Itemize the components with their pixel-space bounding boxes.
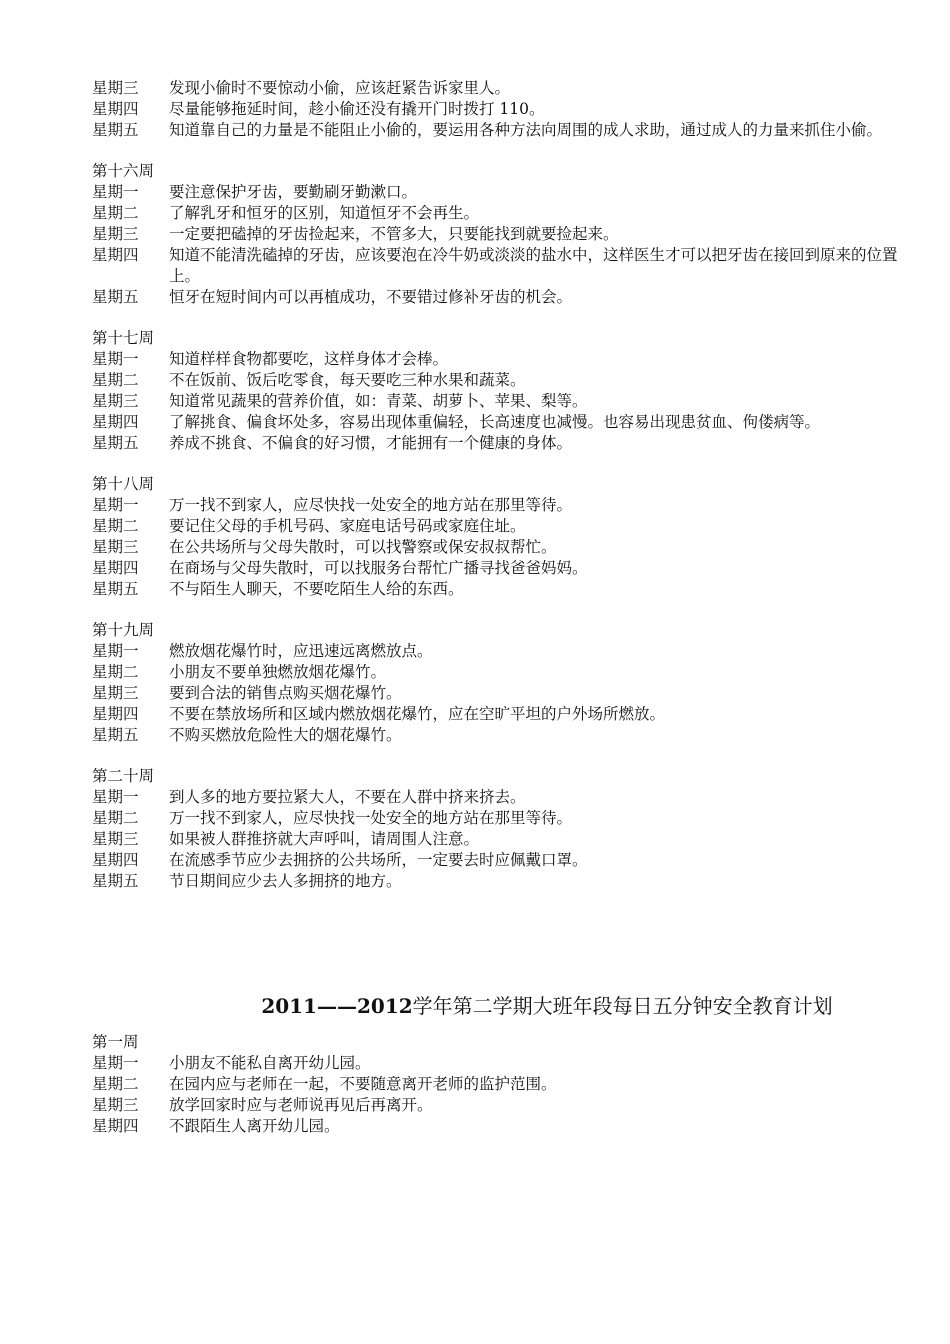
day-label: 星期三	[92, 392, 139, 410]
day-text: 知道常见蔬果的营养价值，如：青菜、胡萝卜、苹果、梨等。	[169, 392, 588, 410]
day-entry	[92, 287, 912, 308]
week-title: 第十七周	[92, 329, 155, 347]
plan-title-years: 2011——2012	[261, 994, 413, 1018]
day-text: 万一找不到家人，应尽快找一处安全的地方站在那里等待。	[169, 496, 573, 514]
day-entry	[92, 787, 912, 808]
day-text: 在公共场所与父母失散时，可以找警察或保安叔叔帮忙。	[169, 538, 557, 556]
day-label: 星期二	[92, 517, 139, 535]
day-label: 星期四	[92, 851, 139, 869]
day-label: 星期三	[92, 538, 139, 556]
day-text: 知道靠自己的力量是不能阻止小偷的，要运用各种方法向周围的成人求助，通过成人的力量来抓住小偷。	[169, 121, 883, 139]
day-entry	[92, 203, 912, 224]
day-entry	[92, 391, 912, 412]
day-text: 要记住父母的手机号码、家庭电话号码或家庭住址。	[169, 517, 526, 535]
week-title: 第十六周	[92, 162, 155, 180]
day-entry	[92, 579, 912, 600]
day-text: 放学回家时应与老师说再见后再离开。	[169, 1096, 433, 1114]
day-label: 星期五	[92, 726, 139, 744]
day-label: 星期四	[92, 246, 139, 264]
day-text: 小朋友不能私自离开幼儿园。	[169, 1054, 371, 1072]
day-text: 节日期间应少去人多拥挤的地方。	[169, 872, 402, 890]
day-text: 要注意保护牙齿，要勤刷牙勤漱口。	[169, 183, 418, 201]
plan-title	[92, 992, 912, 1020]
day-text: 在流感季节应少去拥挤的公共场所，一定要去时应佩戴口罩。	[169, 851, 588, 869]
day-entry	[92, 245, 912, 287]
day-label: 星期二	[92, 663, 139, 681]
day-label: 星期五	[92, 121, 139, 139]
day-entry	[92, 1116, 912, 1137]
day-label: 星期一	[92, 183, 139, 201]
week-18	[92, 474, 912, 600]
day-entry	[92, 725, 912, 746]
day-entry	[92, 224, 912, 245]
day-label: 星期二	[92, 371, 139, 389]
day-label: 星期五	[92, 434, 139, 452]
week-17	[92, 328, 912, 454]
day-text: 尽量能够拖延时间，趁小偷还没有撬开门时拨打 110。	[169, 100, 545, 118]
day-label: 星期二	[92, 1075, 139, 1093]
day-label: 星期四	[92, 705, 139, 723]
day-text: 了解挑食、偏食坏处多，容易出现体重偏轻，长高速度也减慢。也容易出现患贫血、佝偻病等。	[169, 413, 821, 431]
day-label: 星期一	[92, 496, 139, 514]
week-title: 第一周	[92, 1033, 139, 1051]
day-entry	[92, 370, 912, 391]
day-label: 星期四	[92, 413, 139, 431]
day-text: 要到合法的销售点购买烟花爆竹。	[169, 684, 402, 702]
day-entry	[92, 1095, 912, 1116]
day-text: 如果被人群推挤就大声呼叫，请周围人注意。	[169, 830, 480, 848]
day-label: 星期二	[92, 204, 139, 222]
day-label: 星期五	[92, 288, 139, 306]
day-entry-wrapped	[92, 120, 912, 141]
day-entry	[92, 78, 912, 99]
day-text: 到人多的地方要拉紧大人，不要在人群中挤来挤去。	[169, 788, 526, 806]
day-text: 一定要把磕掉的牙齿捡起来，不管多大，只要能找到就要捡起来。	[169, 225, 619, 243]
day-entry	[92, 495, 912, 516]
day-label: 星期一	[92, 642, 139, 660]
day-text: 养成不挑食、不偏食的好习惯，才能拥有一个健康的身体。	[169, 434, 573, 452]
day-text: 在商场与父母失散时，可以找服务台帮忙广播寻找爸爸妈妈。	[169, 559, 588, 577]
day-text: 知道不能清洗磕掉的牙齿，应该要泡在冷牛奶或淡淡的盐水中，这样医生才可以把牙齿在接回到原来的位置上。	[169, 246, 898, 285]
day-label: 星期四	[92, 100, 139, 118]
day-label: 星期四	[92, 1117, 139, 1135]
day-entry	[92, 683, 912, 704]
day-text: 万一找不到家人，应尽快找一处安全的地方站在那里等待。	[169, 809, 573, 827]
day-text: 不跟陌生人离开幼儿园。	[169, 1117, 340, 1135]
day-entry-wrapped	[92, 412, 912, 433]
day-entry	[92, 850, 912, 871]
day-label: 星期二	[92, 809, 139, 827]
day-entry	[92, 182, 912, 203]
week-15-continuation	[92, 78, 912, 141]
day-label: 星期一	[92, 350, 139, 368]
day-entry	[92, 516, 912, 537]
day-entry	[92, 829, 912, 850]
week-title: 第十九周	[92, 621, 155, 639]
day-entry	[92, 662, 912, 683]
plan2-week-1	[92, 1032, 912, 1137]
day-entry	[92, 641, 912, 662]
day-entry	[92, 349, 912, 370]
week-title: 第十八周	[92, 475, 155, 493]
week-20	[92, 766, 912, 892]
day-entry	[92, 433, 912, 454]
day-entry	[92, 808, 912, 829]
day-text: 燃放烟花爆竹时，应迅速远离燃放点。	[169, 642, 433, 660]
day-text: 在园内应与老师在一起，不要随意离开老师的监护范围。	[169, 1075, 557, 1093]
day-text: 不要在禁放场所和区域内燃放烟花爆竹，应在空旷平坦的户外场所燃放。	[169, 705, 666, 723]
day-label: 星期五	[92, 872, 139, 890]
day-text: 不与陌生人聊天，不要吃陌生人给的东西。	[169, 580, 464, 598]
day-label: 星期一	[92, 788, 139, 806]
day-entry	[92, 704, 912, 725]
day-entry	[92, 1074, 912, 1095]
day-text: 发现小偷时不要惊动小偷，应该赶紧告诉家里人。	[169, 79, 511, 97]
day-entry	[92, 537, 912, 558]
day-text: 不购买燃放危险性大的烟花爆竹。	[169, 726, 402, 744]
day-entry	[92, 99, 912, 120]
day-entry	[92, 1053, 912, 1074]
day-text: 不在饭前、饭后吃零食，每天要吃三种水果和蔬菜。	[169, 371, 526, 389]
day-label: 星期一	[92, 1054, 139, 1072]
plan-title-text: 学年第二学期大班年段每日五分钟安全教育计划	[412, 994, 833, 1018]
day-label: 星期三	[92, 684, 139, 702]
week-16	[92, 161, 912, 308]
day-entry	[92, 558, 912, 579]
day-text: 了解乳牙和恒牙的区别，知道恒牙不会再生。	[169, 204, 480, 222]
day-text: 小朋友不要单独燃放烟花爆竹。	[169, 663, 387, 681]
day-label: 星期三	[92, 79, 139, 97]
day-text: 恒牙在短时间内可以再植成功，不要错过修补牙齿的机会。	[169, 288, 573, 306]
day-entry	[92, 871, 912, 892]
day-label: 星期三	[92, 830, 139, 848]
day-label: 星期五	[92, 580, 139, 598]
day-label: 星期四	[92, 559, 139, 577]
document-page	[92, 78, 912, 1157]
day-text: 知道样样食物都要吃，这样身体才会棒。	[169, 350, 449, 368]
week-19	[92, 620, 912, 746]
day-label: 星期三	[92, 1096, 139, 1114]
week-title: 第二十周	[92, 767, 155, 785]
day-label: 星期三	[92, 225, 139, 243]
